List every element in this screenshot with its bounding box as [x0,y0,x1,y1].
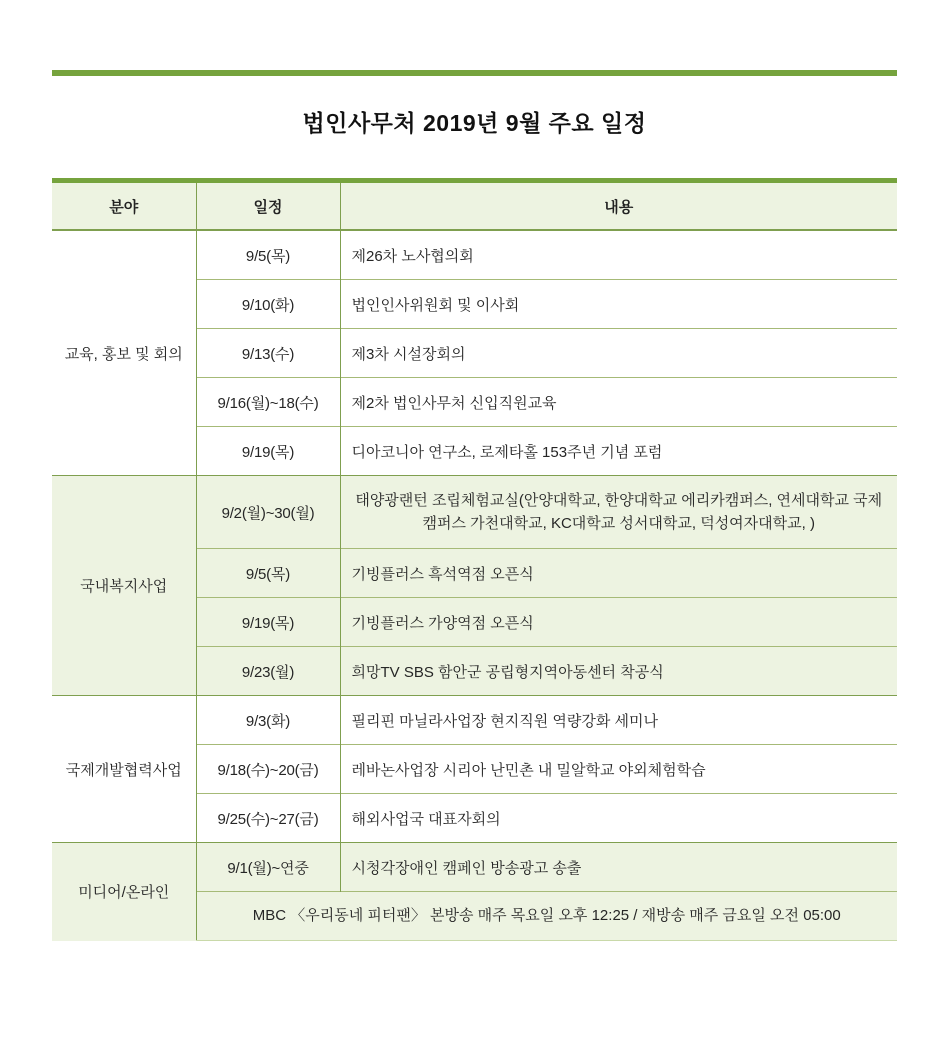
content-cell: 태양광랜턴 조립체험교실(안양대학교, 한양대학교 에리카캠퍼스, 연세대학교 국제캠퍼스 가천대학교, KC대학교 성서대학교, 덕성여자대학교, ) [340,476,897,549]
category-cell: 교육, 홍보 및 회의 [52,230,196,476]
date-cell: 9/3(화) [196,696,340,745]
date-cell: 9/2(월)~30(월) [196,476,340,549]
table-row [52,696,897,745]
content-cell: 희망TV SBS 함안군 공립형지역아동센터 착공식 [340,647,897,696]
date-cell: 9/19(목) [196,598,340,647]
date-cell: 9/5(목) [196,230,340,280]
date-cell: 9/5(목) [196,549,340,598]
content-cell-merged: MBC 〈우리동네 피터팬〉 본방송 매주 목요일 오후 12:25 / 재방송 매주 금요일 오전 05:00 [196,892,897,941]
column-header-content: 내용 [340,181,897,231]
date-cell: 9/16(월)~18(수) [196,378,340,427]
content-cell: 레바논사업장 시리아 난민촌 내 밀알학교 야외체험학습 [340,745,897,794]
date-cell: 9/23(월) [196,647,340,696]
content-cell: 시청각장애인 캠페인 방송광고 송출 [340,843,897,892]
category-cell: 국내복지사업 [52,476,196,696]
table-row [52,843,897,892]
content-cell: 기빙플러스 가양역점 오픈식 [340,598,897,647]
date-cell: 9/25(수)~27(금) [196,794,340,843]
content-cell: 디아코니아 연구소, 로제타홀 153주년 기념 포럼 [340,427,897,476]
page-title: 법인사무처 2019년 9월 주요 일정 [302,110,647,136]
content-cell: 해외사업국 대표자회의 [340,794,897,843]
content-cell: 제2차 법인사무처 신입직원교육 [340,378,897,427]
date-cell: 9/13(수) [196,329,340,378]
content-cell: 기빙플러스 흑석역점 오픈식 [340,549,897,598]
category-cell: 미디어/온라인 [52,843,196,941]
category-cell: 국제개발협력사업 [52,696,196,843]
schedule-table [52,178,897,941]
table-row [52,230,897,280]
content-cell: 필리핀 마닐라사업장 현지직원 역량강화 세미나 [340,696,897,745]
content-cell: 제26차 노사협의회 [340,230,897,280]
date-cell: 9/19(목) [196,427,340,476]
date-cell: 9/18(수)~20(금) [196,745,340,794]
table-row [52,476,897,549]
column-header-date: 일정 [196,181,340,231]
content-cell: 법인인사위원회 및 이사회 [340,280,897,329]
header-row [52,181,897,231]
top-divider-bar [52,70,897,76]
date-cell: 9/10(화) [196,280,340,329]
page-content [52,70,897,941]
column-header-category: 분야 [52,181,196,231]
table-header [52,181,897,231]
date-cell: 9/1(월)~연중 [196,843,340,892]
content-cell: 제3차 시설장회의 [340,329,897,378]
